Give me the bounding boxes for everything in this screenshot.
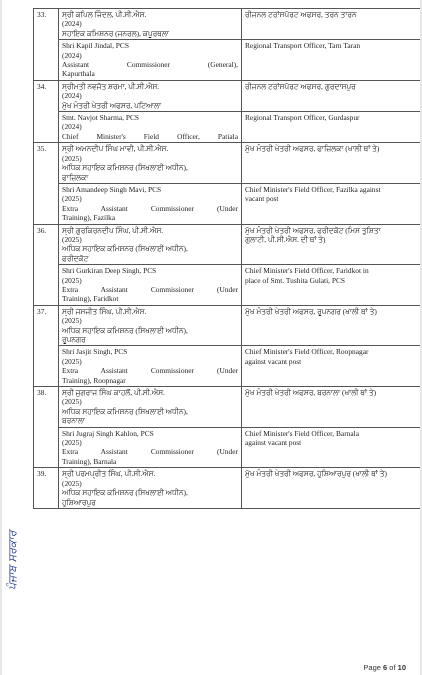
- table-row: [34, 387, 421, 428]
- pa-name-line: ਬਰਨਾਲਾ: [62, 416, 86, 426]
- en-name-line: Extra Assistant Commissioner (Under: [62, 203, 238, 213]
- en-post-line: against vacant post: [245, 438, 302, 448]
- pa-name-line: (2025): [62, 316, 82, 326]
- officer-name-punjabi: [59, 80, 242, 111]
- en-name-line: Training), Roopnagar: [62, 375, 126, 385]
- pa-post-line: ਮੁੱਖ ਮੰਤਰੀ ਖੇਤਰੀ ਅਫਸਰ, ਫਰੀਦਕੋਟ (ਮਿਸ ਤੁਸ਼ਿਤਾ: [245, 225, 381, 235]
- transfer-orders-table: [33, 8, 420, 509]
- posting-punjabi: [242, 305, 421, 346]
- pa-name-line: (2025): [62, 478, 82, 488]
- table-row: [34, 112, 421, 143]
- en-name-line: (2025): [62, 275, 82, 285]
- en-name-line: Shri Jasjit Singh, PCS: [62, 347, 128, 357]
- pa-name-line: ਅਧਿਕ ਸਹਾਇਕ ਕਮਿਸ਼ਨਰ (ਸਿਖਲਾਈ ਅਧੀਨ),: [62, 488, 188, 498]
- table-row: [34, 183, 421, 224]
- pa-post-line: ਮੁੱਖ ਮੰਤਰੀ ਖੇਤਰੀ ਅਫਸਰ, ਹੁਸ਼ਿਆਰਪੁਰ (ਖਾਲੀ ਥਾਂ ਤੇ): [245, 469, 387, 479]
- en-name-line: Training), Faridkot: [62, 294, 119, 304]
- en-name-line: (2025): [62, 194, 82, 204]
- en-name-line: Shri Kapil Jindal, PCS: [62, 41, 129, 51]
- pa-post-line: ਰੀਜਨਲ ਟਰਾਂਸਪੋਰਟ ਅਫਸਰ, ਤਰਨ ਤਾਰਨ: [245, 10, 357, 19]
- en-post-line: Chief Minister's Field Officer, Fazilka against: [245, 184, 381, 194]
- en-name-line: Kapurthala: [62, 69, 95, 79]
- pa-name-line: ਸ੍ਰੀ ਪਰਮਪ੍ਰੀਤ ਸਿੰਘ, ਪੀ.ਸੀ.ਐਸ.: [62, 469, 156, 479]
- pa-name-line: ਫਾਜ਼ਿਲਕਾ: [62, 172, 89, 182]
- officer-name-english: [59, 112, 242, 143]
- pa-name-line: ਸ੍ਰੀ ਕਪਿਲ ਜਿੰਦਲ, ਪੀ.ਸੀ.ਐਸ.: [62, 10, 147, 19]
- en-name-line: Training), Barnala: [62, 456, 117, 466]
- pa-name-line: ਅਧਿਕ ਸਹਾਇਕ ਕਮਿਸ਼ਨਰ (ਸਿਖਲਾਈ ਅਧੀਨ),: [62, 325, 188, 335]
- pa-name-line: (2024): [62, 19, 82, 29]
- posting-punjabi: [242, 468, 421, 509]
- serial-number: 34.: [34, 80, 59, 142]
- pa-name-line: ਸ੍ਰੀ ਜੁਗਰਾਜ ਸਿੰਘ ਕਾਹਲੋਂ, ਪੀ.ਸੀ.ਐਸ.: [62, 388, 165, 398]
- posting-punjabi: [242, 143, 421, 184]
- table-row: [34, 143, 421, 184]
- pa-post-line: ਰੀਜਨਲ ਟਰਾਂਸਪੋਰਟ ਅਫਸਰ, ਗੁਰਦਾਸਪੁਰ: [245, 81, 356, 91]
- pa-name-line: ਅਧਿਕ ਸਹਾਇਕ ਕਮਿਸ਼ਨਰ (ਸਿਖਲਾਈ ਅਧੀਨ),: [62, 244, 188, 254]
- officer-name-english: [59, 40, 242, 81]
- pa-name-line: ਰੂਪਨਗਰ: [62, 335, 86, 344]
- serial-number: 38.: [34, 387, 59, 468]
- pa-name-line: ਸ੍ਰੀ ਗੁਰਕਿਰਨਦੀਪ ਸਿੰਘ, ਪੀ.ਸੀ.ਐਸ.: [62, 225, 164, 235]
- posting-english: [242, 265, 421, 306]
- officer-name-punjabi: [59, 9, 242, 40]
- en-post-line: Regional Transport Officer, Gurdaspur: [245, 113, 360, 123]
- transfer-orders-body: [34, 9, 421, 509]
- pa-name-line: (2025): [62, 397, 82, 407]
- en-name-line: Assistant Commissioner (General),: [62, 60, 238, 70]
- document-page: [2, 0, 420, 675]
- serial-number: 39.: [34, 468, 59, 509]
- serial-number: 33.: [34, 9, 59, 81]
- pa-name-line: ਮੁੱਖ ਮੰਤਰੀ ਖੇਤਰੀ ਅਫਸਰ, ਪਟਿਆਲਾ: [62, 100, 162, 110]
- en-post-line: Chief Minister's Field Officer, Barnala: [245, 428, 359, 438]
- table-row: [34, 265, 421, 306]
- posting-english: [242, 112, 421, 143]
- en-name-line: Shri Gurkiran Deep Singh, PCS: [62, 266, 157, 276]
- pa-name-line: ਸਹਾਇਕ ਕਮਿਸ਼ਨਰ (ਜਨਰਲ), ਕਪੂਰਥਲਾ: [62, 28, 169, 38]
- table-row: [34, 9, 421, 40]
- table-row: [34, 468, 421, 509]
- en-name-line: (2024): [62, 50, 82, 60]
- page-number: 6: [383, 663, 388, 672]
- officer-name-english: [59, 183, 242, 224]
- officer-name-punjabi: [59, 305, 242, 346]
- serial-number: 35.: [34, 143, 59, 224]
- page-footer: [363, 663, 406, 672]
- en-name-line: (2025): [62, 356, 82, 366]
- handwritten-signature: [6, 530, 86, 590]
- officer-name-english: [59, 265, 242, 306]
- en-name-line: Extra Assistant Commissioner (Under: [62, 284, 238, 294]
- pa-name-line: ਸ੍ਰੀ ਅਮਨਦੀਪ ਸਿੰਘ ਮਾਵੀ, ਪੀ.ਸੀ.ਐਸ.: [62, 144, 169, 154]
- en-post-line: Chief Minister's Field Officer, Roopnagar: [245, 347, 369, 357]
- page-total: 10: [397, 663, 406, 672]
- en-name-line: Training), Fazilka: [62, 213, 116, 223]
- en-post-line: vacant post: [245, 194, 279, 204]
- table-row: [34, 40, 421, 81]
- pa-name-line: (2024): [62, 91, 82, 101]
- pa-name-line: ਹੁਸ਼ਿਆਰਪੁਰ: [62, 497, 96, 507]
- pa-post-line: ਮੁੱਖ ਮੰਤਰੀ ਖੇਤਰੀ ਅਫਸਰ, ਬਰਨਾਲਾ (ਖਾਲੀ ਥਾਂ ਤੇ): [245, 388, 377, 398]
- en-name-line: Smt. Navjot Sharma, PCS: [62, 113, 139, 123]
- serial-number: 36.: [34, 224, 59, 305]
- pa-name-line: (2025): [62, 153, 82, 163]
- en-name-line: (2024): [62, 122, 82, 132]
- pa-name-line: ਅਧਿਕ ਸਹਾਇਕ ਕਮਿਸ਼ਨਰ (ਸਿਖਲਾਈ ਅਧੀਨ),: [62, 163, 188, 173]
- en-post-line: Chief Minister's Field Officer, Faridkot in: [245, 266, 369, 276]
- serial-number: 37.: [34, 305, 59, 386]
- posting-english: [242, 346, 421, 387]
- en-name-line: Extra Assistant Commissioner (Under: [62, 366, 238, 376]
- en-name-line: Chief Minister's Field Officer, Patiala: [62, 131, 238, 141]
- en-post-line: against vacant post: [245, 356, 302, 366]
- posting-english: [242, 183, 421, 224]
- officer-name-punjabi: [59, 468, 242, 509]
- page-label: Page: [363, 663, 381, 672]
- pa-post-line: ਮੁੱਖ ਮੰਤਰੀ ਖੇਤਰੀ ਅਫਸਰ, ਫਾਜ਼ਿਲਕਾ (ਖਾਲੀ ਥਾਂ ਤੇ): [245, 144, 380, 154]
- en-post-line: place of Smt. Tushita Gulati, PCS: [245, 275, 345, 285]
- table-row: [34, 305, 421, 346]
- table-row: [34, 427, 421, 468]
- posting-punjabi: [242, 387, 421, 428]
- posting-punjabi: [242, 80, 421, 111]
- pa-name-line: ਸ੍ਰੀ ਜਸਜੀਤ ਸਿੰਘ, ਪੀ.ਸੀ.ਐਸ.: [62, 306, 147, 316]
- table-row: [34, 346, 421, 387]
- en-post-line: Regional Transport Officer, Tarn Taran: [245, 41, 361, 51]
- pa-post-line: ਮੁੱਖ ਮੰਤਰੀ ਖੇਤਰੀ ਅਫਸਰ, ਰੂਪਨਗਰ (ਖਾਲੀ ਥਾਂ ਤੇ): [245, 306, 377, 316]
- posting-punjabi: [242, 224, 421, 265]
- en-name-line: Extra Assistant Commissioner (Under: [62, 447, 238, 457]
- en-name-line: Shri Amandeep Singh Mavi, PCS: [62, 184, 162, 194]
- pa-post-line: ਗੁਲਾਟੀ, ਪੀ.ਸੀ.ਐਸ. ਦੀ ਥਾਂ ਤੇ): [245, 234, 326, 244]
- posting-punjabi: [242, 9, 421, 40]
- table-row: [34, 80, 421, 111]
- pa-name-line: ਸ੍ਰੀਮਤੀ ਨਵਜੋਤ ਸ਼ਰਮਾ, ਪੀ.ਸੀ.ਐਸ.: [62, 81, 160, 91]
- table-row: [34, 224, 421, 265]
- pa-name-line: (2025): [62, 234, 82, 244]
- officer-name-punjabi: [59, 387, 242, 428]
- posting-english: [242, 40, 421, 81]
- posting-english: [242, 427, 421, 468]
- officer-name-punjabi: [59, 224, 242, 265]
- en-name-line: Shri Jugraj Singh Kahlon, PCS: [62, 428, 154, 438]
- signature-ink: ਪੰਜਾਬ ਸਰਕਾਰ: [6, 530, 19, 590]
- pa-name-line: ਅਧਿਕ ਸਹਾਇਕ ਕਮਿਸ਼ਨਰ (ਸਿਖਲਾਈ ਅਧੀਨ),: [62, 406, 188, 416]
- pa-name-line: ਫਰੀਦਕੋਟ: [62, 253, 89, 263]
- officer-name-english: [59, 346, 242, 387]
- officer-name-english: [59, 427, 242, 468]
- page-of-label: of: [389, 663, 396, 672]
- en-name-line: (2025): [62, 438, 82, 448]
- officer-name-punjabi: [59, 143, 242, 184]
